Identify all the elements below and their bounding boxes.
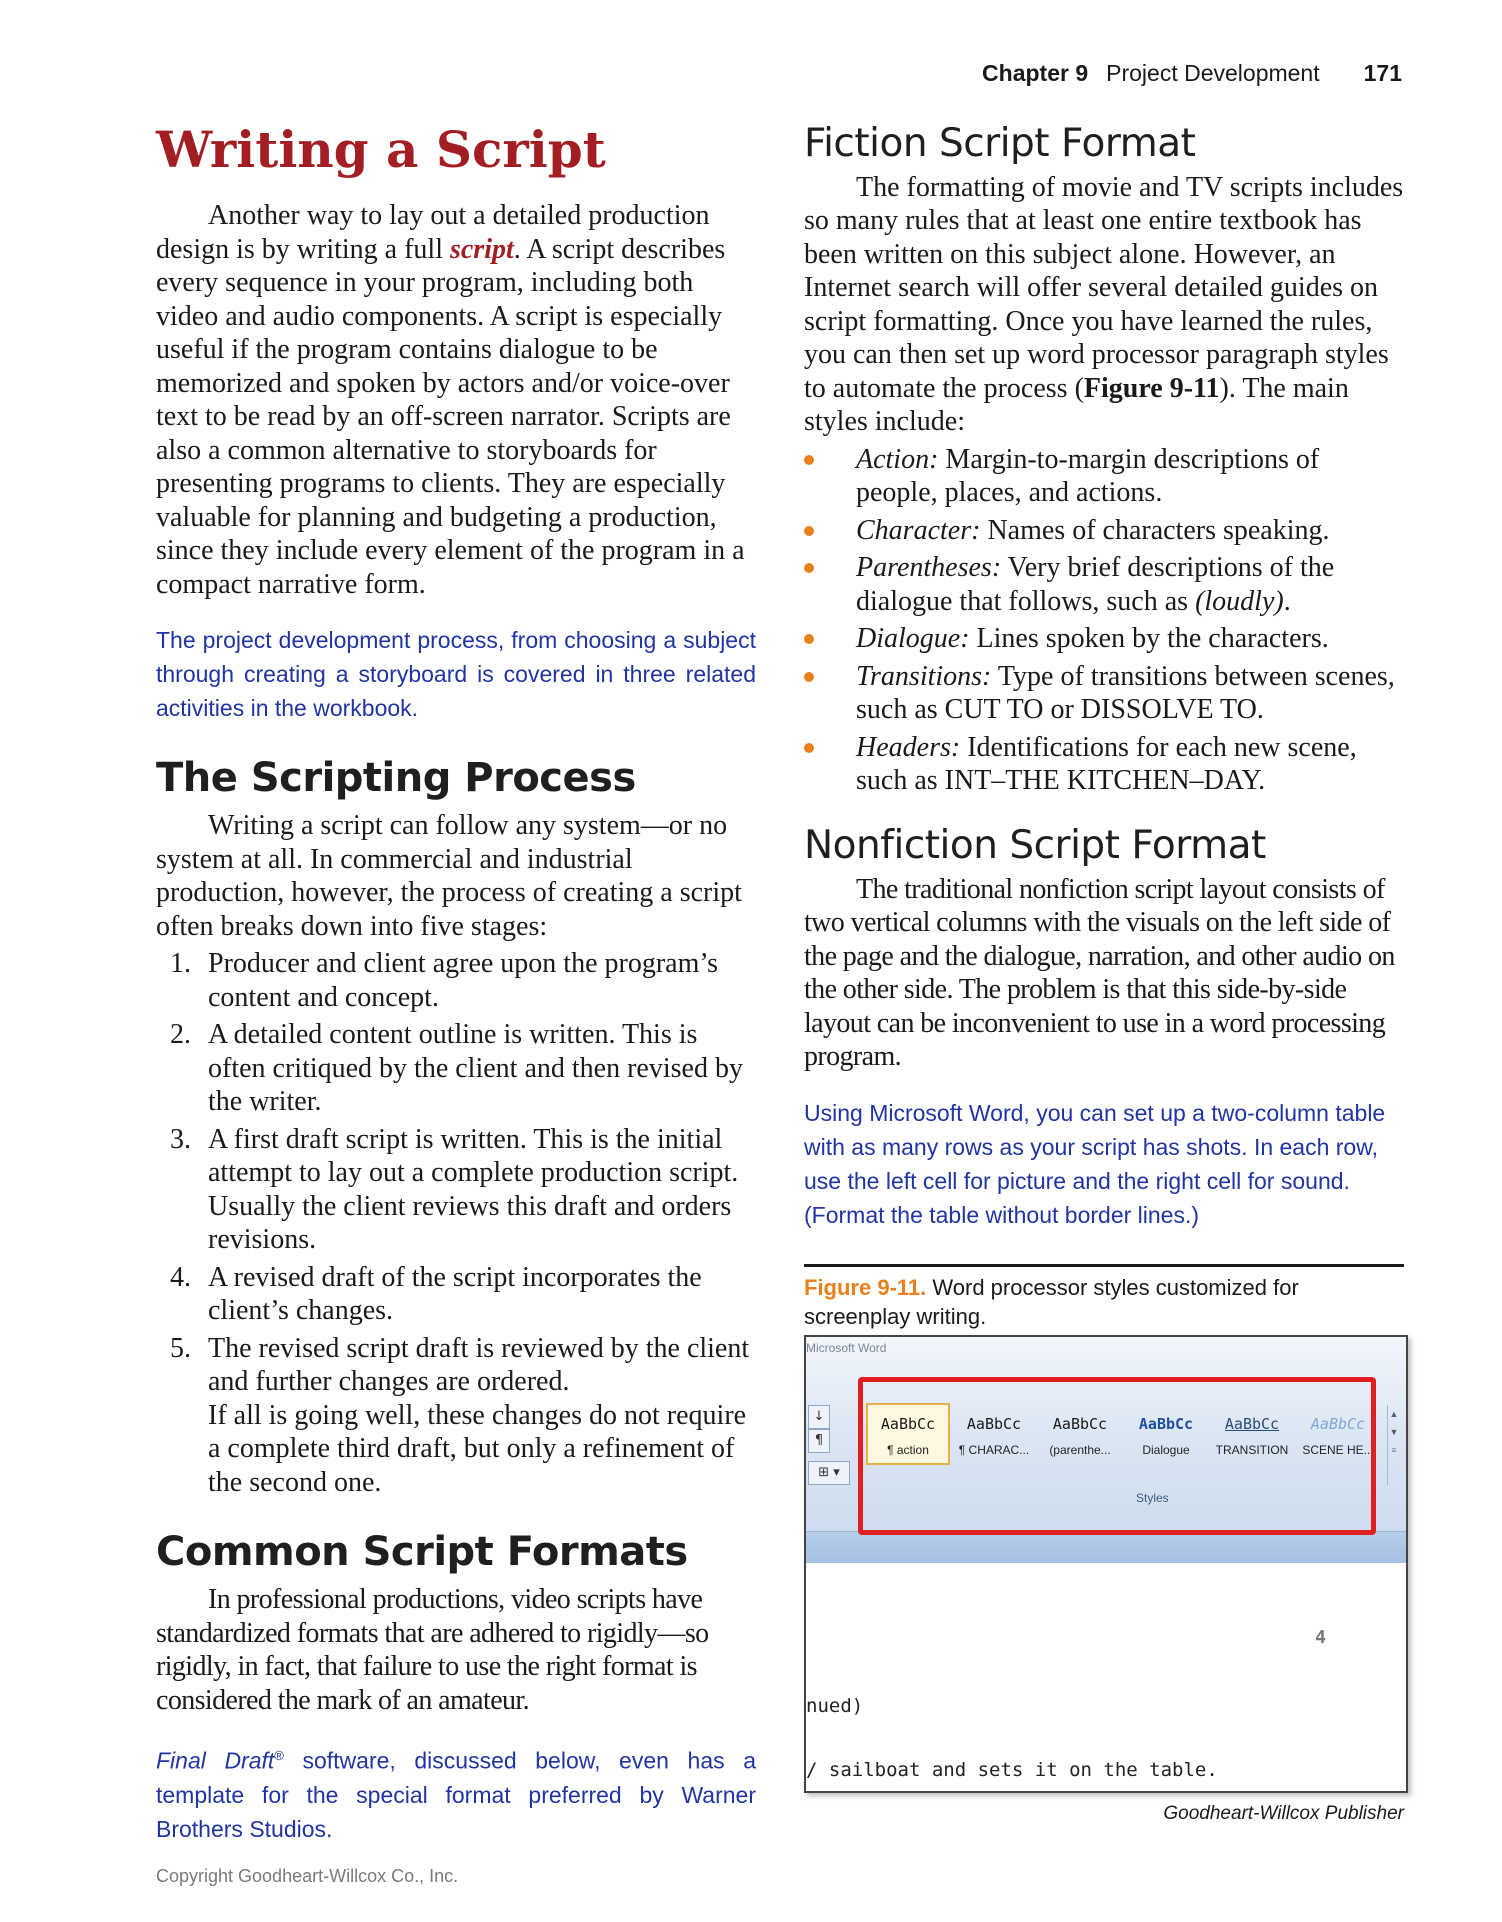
- style-sample: AaBbCc: [880, 1414, 936, 1433]
- scroll-up-icon: ▲: [1389, 1408, 1399, 1419]
- styles-group-label: Styles: [1136, 1490, 1169, 1505]
- style-name: ¶ CHARAC...: [958, 1442, 1030, 1457]
- figure-caption: [804, 1273, 1404, 1331]
- section-label: Project Development: [1106, 60, 1320, 86]
- style-sample: AaBbCc: [966, 1414, 1022, 1433]
- list-text: A first draft script is written. This is the initial attempt to lay out a complete production script. Usually the client reviews this draft and orders revisions.: [208, 1123, 739, 1255]
- bullet-icon: [804, 526, 814, 536]
- page-title: Writing a Script: [156, 120, 606, 179]
- scripting-process-heading: The Scripting Process: [156, 755, 636, 801]
- list-text: A revised draft of the script incorporates the client’s changes.: [208, 1261, 702, 1326]
- figure-caption-text: Word processor styles customized for screenplay writing.: [804, 1274, 1299, 1329]
- doc-line: / sailboat and sets it on the table.: [806, 1758, 1218, 1781]
- fiction-paragraph: [804, 171, 1404, 439]
- list-item: [156, 1123, 756, 1257]
- fiction-heading: Fiction Script Format: [804, 121, 1196, 166]
- running-header: [0, 60, 1402, 87]
- doc-line: nued): [806, 1694, 864, 1717]
- list-item: [156, 947, 756, 1014]
- style-sample: AaBbCc: [1052, 1414, 1108, 1433]
- pilcrow-icon: ¶: [808, 1429, 830, 1453]
- style-name: SCENE HE...: [1302, 1442, 1374, 1457]
- style-example: (loudly): [1195, 585, 1284, 617]
- document-area: [806, 1563, 1406, 1791]
- list-item: [804, 551, 1404, 618]
- keyword-script: script: [449, 233, 514, 265]
- highlight-box: [858, 1377, 1376, 1535]
- list-item: [804, 514, 1404, 548]
- style-sample: AaBbCc: [1138, 1414, 1194, 1433]
- style-name: TRANSITION: [1215, 1442, 1289, 1457]
- doc-page-number: 4: [1315, 1626, 1326, 1648]
- style-term: Character:: [856, 514, 981, 546]
- style-desc: Names of characters speaking.: [980, 514, 1330, 546]
- list-item: [156, 1332, 756, 1500]
- word-ribbon: [806, 1337, 1406, 1563]
- window-title: Microsoft Word: [806, 1340, 887, 1355]
- style-desc-end: .: [1283, 585, 1291, 617]
- final-draft-note-text: software, discussed below, even has a template for the special format preferred by Warner Brothers Studios.: [156, 1747, 756, 1842]
- style-term: Dialogue:: [856, 623, 970, 655]
- bullet-icon: [804, 672, 814, 682]
- scripting-paragraph: Writing a script can follow any system—or no system at all. In commercial and industrial production, however, the process of creating a script often breaks down into five stages:: [156, 810, 742, 942]
- nonfiction-heading: Nonfiction Script Format: [804, 822, 1266, 868]
- list-text: A detailed content outline is written. This is often critiqued by the client and then revised by the writer.: [208, 1019, 743, 1117]
- figure-rule: [804, 1264, 1404, 1267]
- style-term: Parentheses:: [856, 552, 1002, 584]
- workbook-note: The project development process, from choosing a subject through creating a storyboard is covered in three related activities in the workbook.: [156, 627, 756, 721]
- style-term: Headers:: [856, 731, 961, 763]
- right-column: [804, 122, 1404, 1825]
- styles-list: [804, 443, 1404, 798]
- list-number: 5.: [170, 1332, 191, 1364]
- final-draft-name: Final Draft: [156, 1747, 275, 1774]
- style-sample: AaBbCc: [1224, 1414, 1280, 1433]
- style-name: Dialogue: [1142, 1442, 1190, 1457]
- more-icon: ≡: [1391, 1444, 1397, 1455]
- list-item: [804, 443, 1404, 510]
- style-desc: Margin-to-margin descriptions of people, places, and actions.: [856, 443, 1320, 509]
- list-number: 2.: [170, 1019, 191, 1050]
- chapter-label: Chapter 9: [982, 60, 1089, 86]
- list-number: 1.: [170, 948, 191, 979]
- list-text: The revised script draft is reviewed by the client and further changes are ordered.: [208, 1332, 750, 1397]
- bullet-icon: [804, 455, 814, 465]
- borders-icon: ⊞ ▾: [808, 1461, 850, 1485]
- left-column: [156, 122, 756, 1846]
- style-desc: Type of transitions between scenes, such as CUT TO or DISSOLVE TO.: [856, 660, 1395, 726]
- list-item: [156, 1261, 756, 1328]
- stages-list: [156, 947, 756, 1499]
- fiction-text-start: The formatting of movie and TV scripts includes so many rules that at least one entire textbook has been written on this subject alone. However, an Internet search will offer several detailed guides on script formatting. Once you have learned the rules, you can then set up word processor paragraph styles to automate the process (: [804, 171, 1404, 404]
- style-term: Transitions:: [856, 660, 992, 692]
- bullet-icon: [804, 563, 814, 573]
- style-desc: Identifications for each new scene, such as INT–THE KITCHEN–DAY.: [856, 731, 1357, 797]
- list-item: [804, 660, 1404, 727]
- list-item: [156, 1018, 756, 1119]
- list-item: [804, 622, 1404, 656]
- ribbon-bottom-band: [806, 1531, 1406, 1564]
- copyright-footer: Copyright Goodheart-Willcox Co., Inc.: [156, 1866, 459, 1886]
- scroll-down-icon: ▼: [1389, 1426, 1399, 1437]
- style-desc: Lines spoken by the characters.: [969, 623, 1329, 655]
- style-term: Action:: [856, 443, 939, 475]
- page-number: 171: [1363, 60, 1402, 86]
- gallery-scroll: [1387, 1405, 1400, 1485]
- figure-label: Figure 9-11.: [804, 1274, 927, 1300]
- word-tip-note: Using Microsoft Word, you can set up a two-column table with as many rows as your script has shots. In each row, use the left cell for picture and the right cell for sound. (Format the table without border lines.): [804, 1099, 1386, 1228]
- figure-reference: Figure 9-11: [1083, 372, 1220, 404]
- nonfiction-paragraph: The traditional nonfiction script layout consists of two vertical columns with the visuals on the left side of the page and the dialogue, narration, and other audio on the other side. The problem is that this side-by-side layout can be inconvenient to use in a word processing program.: [804, 873, 1395, 1073]
- bullet-icon: [804, 634, 814, 644]
- intro-text-start: Another way to lay out a detailed production design is by writing a full: [156, 200, 710, 265]
- list-number: 3.: [170, 1123, 191, 1155]
- intro-text-end: . A script describes every sequence in your program, including both video and audio components. A script is especially useful if the program contains dialogue to be memorized and spoken by actors and/or voice-over text to be read by an off-screen narrator. Scripts are also a common alternative to storyboards for presenting programs to clients. They are especially valuable for planning and budgeting a production, since they include every element of the program in a compact narrative form.: [156, 233, 745, 600]
- style-name: (parenthe...: [1049, 1442, 1111, 1457]
- list-item: [804, 731, 1404, 798]
- list-text: Producer and client agree upon the program’s content and concept.: [208, 948, 719, 1013]
- intro-paragraph: [156, 199, 756, 601]
- registered-mark: ®: [274, 1748, 284, 1763]
- fiction-text-end: ). The main styles include:: [804, 372, 1349, 438]
- sort-icon: ↓: [808, 1405, 830, 1429]
- word-styles-screenshot: [804, 1335, 1408, 1793]
- paragraph-buttons: [808, 1405, 852, 1485]
- list-number: 4.: [170, 1261, 191, 1293]
- list-text-continued: If all is going well, these changes do not require a complete third draft, but only a refinement of the second one.: [208, 1399, 747, 1498]
- common-formats-heading: Common Script Formats: [156, 1529, 688, 1575]
- figure-credit: Goodheart-Willcox Publisher: [1163, 1802, 1404, 1824]
- final-draft-note: [156, 1739, 756, 1846]
- style-desc: Very brief descriptions of the dialogue that follows, such as: [856, 552, 1335, 617]
- style-name: ¶ action: [887, 1442, 929, 1457]
- style-sample: AaBbCc: [1310, 1414, 1366, 1433]
- bullet-icon: [804, 743, 814, 753]
- formats-paragraph: In professional productions, video scripts have standardized formats that are adhered to rigidly—so rigidly, in fact, that failure to use the right format is considered the mark of an amateur.: [156, 1584, 709, 1716]
